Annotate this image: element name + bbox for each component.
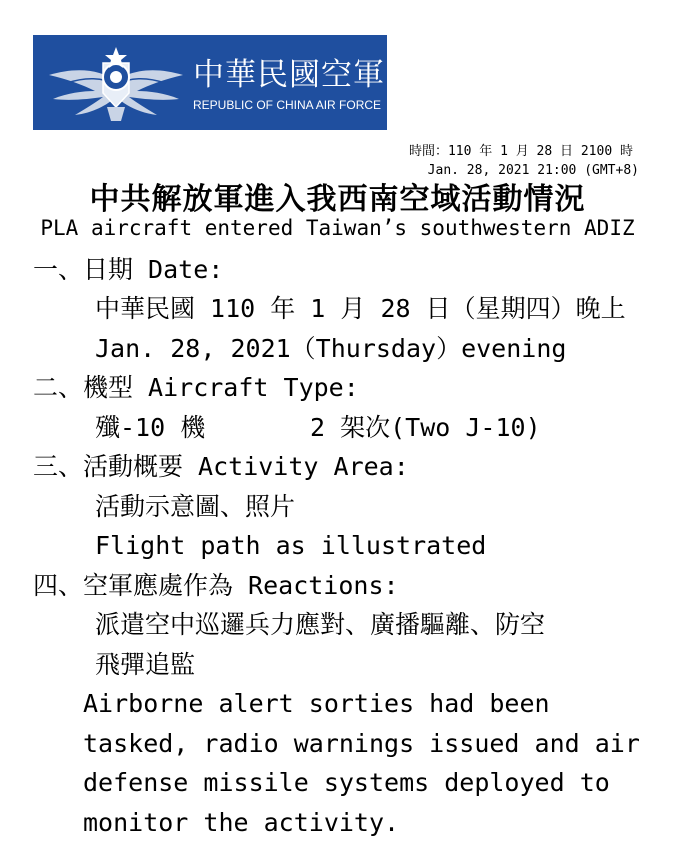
section-activity-zh: 活動示意圖、照片 xyxy=(95,492,296,521)
aircraft-type: 殲-10 機 xyxy=(95,413,206,442)
reactions-en-line: tasked, radio warnings issued and air xyxy=(83,729,640,758)
air-force-logo-banner xyxy=(33,35,387,130)
reactions-zh-line: 飛彈追監 xyxy=(95,650,196,679)
section-reactions-heading: 四、空軍應處作為 Reactions: xyxy=(33,571,399,600)
page-title-en: PLA aircraft entered Taiwan’s southwestern ADIZ xyxy=(40,216,635,240)
air-force-name-en: REPUBLIC OF CHINA AIR FORCE xyxy=(193,98,382,112)
section-activity-en: Flight path as illustrated xyxy=(95,531,487,560)
timestamp-en: Jan. 28, 2021 21:00 (GMT+8) xyxy=(427,163,639,178)
page-title-zh: 中共解放軍進入我西南空域活動情況 xyxy=(89,182,586,217)
reactions-en-line: Airborne alert sorties had been xyxy=(83,689,550,718)
aircraft-count: 2 架次(Two J-10) xyxy=(310,413,541,442)
section-date-zh: 中華民國 110 年 1 月 28 日（星期四）晚上 xyxy=(95,294,626,323)
reactions-en-line: defense missile systems deployed to xyxy=(83,768,610,797)
section-activity-heading: 三、活動概要 Activity Area: xyxy=(33,452,409,481)
reactions-zh-line: 派遣空中巡邏兵力應對、廣播驅離、防空 xyxy=(95,610,546,639)
section-date-heading: 一、日期 Date: xyxy=(33,255,224,284)
section-aircraft-heading: 二、機型 Aircraft Type: xyxy=(33,373,359,402)
section-date-en: Jan. 28, 2021（Thursday）evening xyxy=(95,334,567,363)
air-force-name-zh: 中華民國空軍 xyxy=(193,57,385,93)
air-force-wing-emblem-icon xyxy=(45,41,187,125)
timestamp-zh: 時間：110 年 1 月 28 日 2100 時 xyxy=(408,144,633,159)
reactions-en-line: monitor the activity. xyxy=(83,808,400,837)
